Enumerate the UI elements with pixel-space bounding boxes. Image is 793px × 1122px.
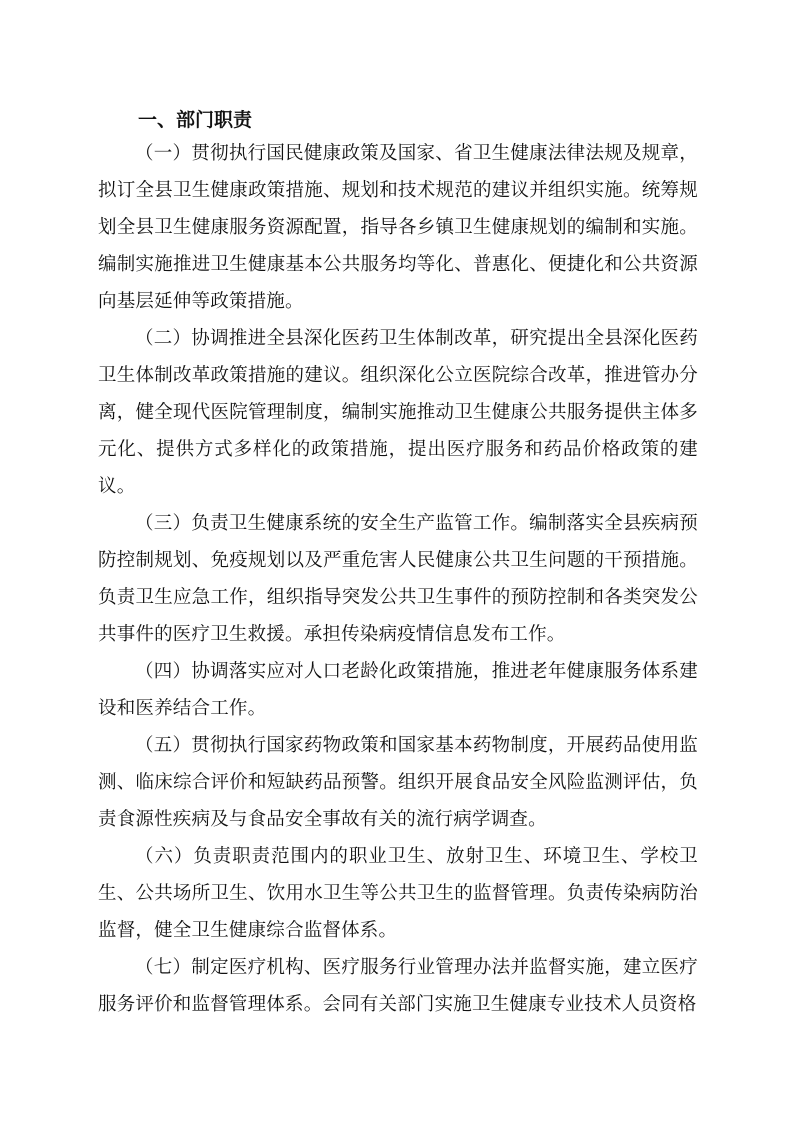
paragraph-duty-2: （二）协调推进全县深化医药卫生体制改革，研究提出全县深化医药卫生体制改革政策措施的建议。组织深化公立医院综合改革，推进管办分离，健全现代医院管理制度，编制实施推动卫生健康公共服务提供主体多元化、提供方式多样化的政策措施，提出医疗服务和药品价格政策的建议。 xyxy=(98,328,698,497)
paragraph-duty-4: （四）协调落实应对人口老龄化政策措施，推进老年健康服务体系建设和医养结合工作。 xyxy=(98,661,698,719)
paragraph-duty-7: （七）制定医疗机构、医疗服务行业管理办法并监督实施，建立医疗服务评价和监督管理体系。会同有关部门实施卫生健康专业技术人员资格 xyxy=(98,957,698,1015)
paragraph-duty-1: （一）贯彻执行国民健康政策及国家、省卫生健康法律法规及规章，拟订全县卫生健康政策措施、规划和技术规范的建议并组织实施。统筹规划全县卫生健康服务资源配置，指导各乡镇卫生健康规划的编制和实施。编制实施推进卫生健康基本公共服务均等化、普惠化、便捷化和公共资源向基层延伸等政策措施。 xyxy=(98,143,698,312)
section-heading: 一、部门职责 xyxy=(138,109,253,131)
paragraph-duty-5: （五）贯彻执行国家药物政策和国家基本药物制度，开展药品使用监测、临床综合评价和短缺药品预警。组织开展食品安全风险监测评估，负责食源性疾病及与食品安全事故有关的流行病学调查。 xyxy=(98,735,698,830)
paragraph-duty-6: （六）负责职责范围内的职业卫生、放射卫生、环境卫生、学校卫生、公共场所卫生、饮用水卫生等公共卫生的监督管理。负责传染病防治监督，健全卫生健康综合监督体系。 xyxy=(98,846,698,941)
paragraph-duty-3: （三）负责卫生健康系统的安全生产监管工作。编制落实全县疾病预防控制规划、免疫规划以及严重危害人民健康公共卫生问题的干预措施。负责卫生应急工作，组织指导突发公共卫生事件的预防控制和各类突发公共事件的医疗卫生救援。承担传染病疫情信息发布工作。 xyxy=(98,513,698,645)
document-page xyxy=(98,105,698,1023)
